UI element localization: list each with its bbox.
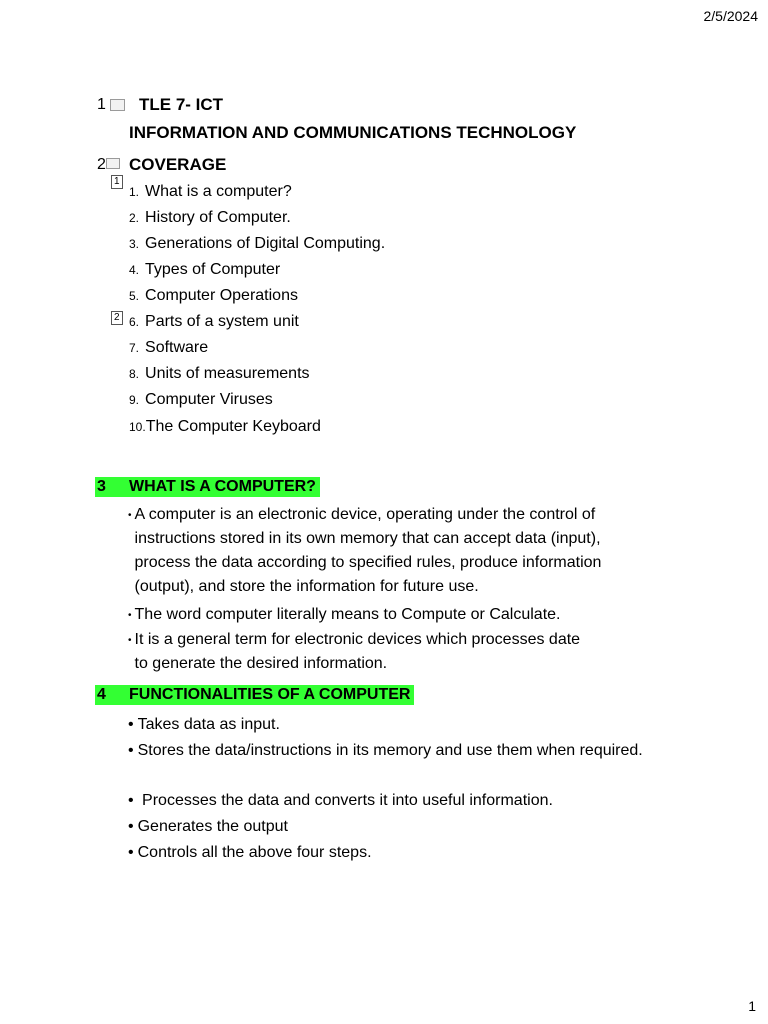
coverage-item: 5. Computer Operations [129,287,298,304]
slide4-bullet: • Controls all the above four steps. [128,844,372,861]
coverage-item: 7. Software [129,339,209,356]
comment-marker-2: 2 [111,311,123,325]
slide4-bullet: • Takes data as input. [128,716,280,733]
slide4-bullet: • Stores the data/instructions in its memory and use them when required. [128,742,643,759]
slide2-title: COVERAGE [129,155,227,174]
slide3-heading: 3 WHAT IS A COMPUTER? [95,477,320,497]
coverage-item: 9. Computer Viruses [129,391,273,408]
slide4-bullet: • Generates the output [128,818,288,835]
slide-thumbnail-icon [106,158,120,169]
slide-number-2: 2 [97,156,120,174]
page-number: 1 [748,998,756,1014]
slide4-heading: 4 FUNCTIONALITIES OF A COMPUTER [95,685,414,705]
slide3-bullet: • It is a general term for electronic devices which processes date to generate the desired information. [128,631,581,672]
slide3-bullet: • The word computer literally means to Compute or Calculate. [128,606,561,623]
slide3-bullet: • A computer is an electronic device, operating under the control of instructions stored in its own memory that can accept data (input), process the data according to specified rules, produce information (output), and store the information for future use. [128,506,602,595]
date-header: 2/5/2024 [703,8,758,24]
coverage-item: 10.The Computer Keyboard [129,418,321,435]
slide1-subtitle: INFORMATION AND COMMUNICATIONS TECHNOLOGY [129,123,577,142]
slide1-title: TLE 7- ICT [139,95,224,114]
comment-marker-1: 1 [111,175,123,189]
coverage-item: 1. What is a computer? [129,183,292,200]
slide-thumbnail-icon [110,99,125,111]
slide4-bullet: • Processes the data and converts it into useful information. [128,792,553,809]
coverage-item: 2. History of Computer. [129,209,291,226]
coverage-item: 8. Units of measurements [129,365,310,382]
slide-number-1: 1 [97,96,125,114]
coverage-item: 4. Types of Computer [129,261,281,278]
coverage-item: 3. Generations of Digital Computing. [129,235,386,252]
coverage-item: 6. Parts of a system unit [129,313,299,330]
